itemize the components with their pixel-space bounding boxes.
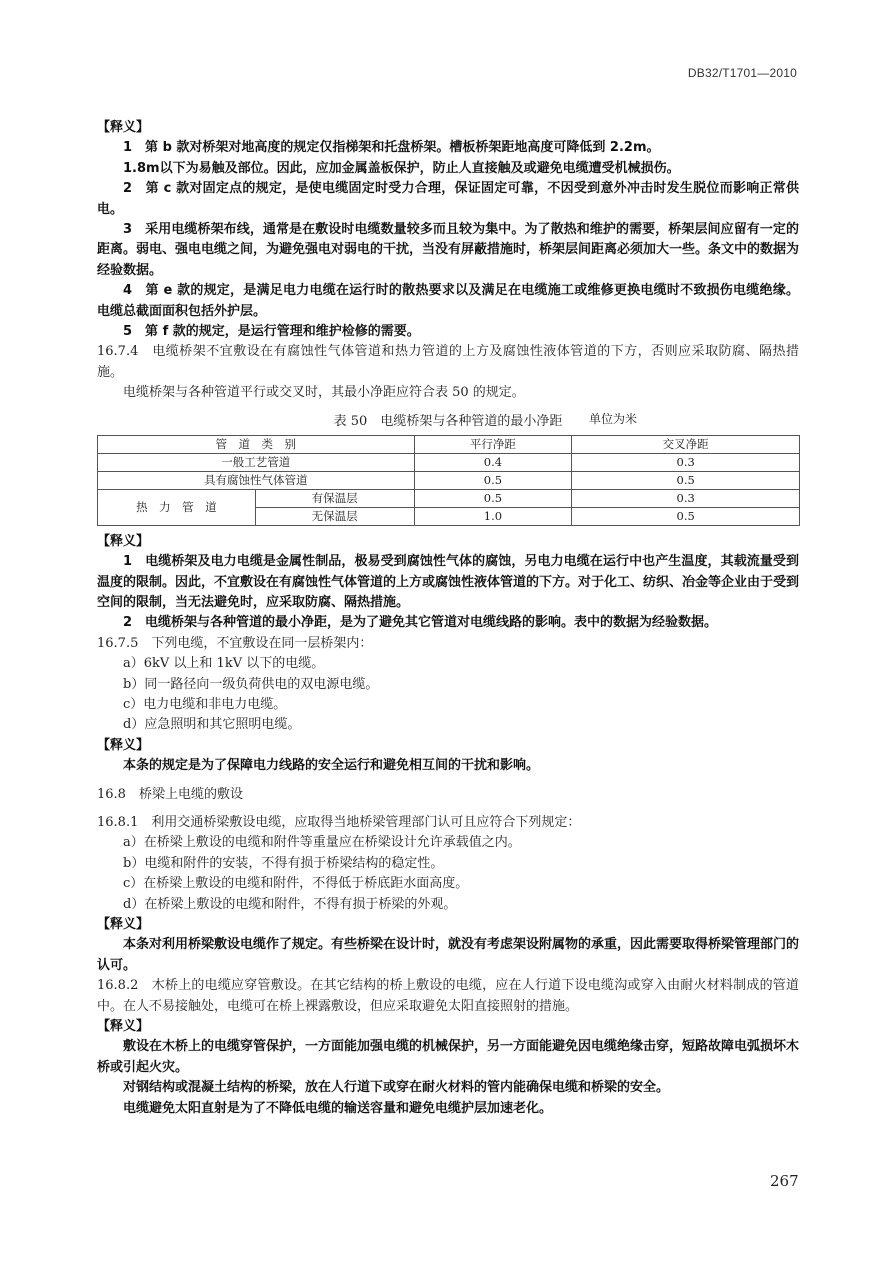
note-item: 2 电缆桥架与各种管道的最小净距，是为了避免其它管道对电缆线路的影响。表中的数据为经验数据。 — [123, 615, 718, 631]
list-item: a）在桥梁上敷设的电缆和附件等重量应在桥梁设计允许承载值之内。 — [123, 835, 521, 851]
list-item: d）应急照明和其它照明电缆。 — [123, 717, 301, 733]
note-item: 2 第 c 款对固定点的规定，是使电缆固定时受力合理，保证固定可靠，不因受到意外冲击时发生脱位而影响正常供电。 — [97, 181, 799, 217]
clause-16-7-4: 16.7.4 电缆桥架不宜敷设在有腐蚀性气体管道和热力管道的上方及腐蚀性液体管道的下方，否则应采取防腐、隔热措施。 — [97, 344, 799, 380]
note-item: 4 第 e 款的规定，是满足电力电缆在运行时的散热要求以及满足在电缆施工或维修更换电缆时不致损伤电缆绝缘。电缆总截面面积包括外护层。 — [97, 283, 799, 319]
note-label: 【释义】 — [97, 917, 150, 932]
note-item: 3 采用电缆桥架布线，通常是在敷设时电缆数量较多而且较为集中。为了散热和维护的需要，桥架层间应留有一定的距离。弱电、强电电缆之间，为避免强电对弱电的干扰，当没有屏蔽措施时，桥架层间距离必须加大一些。条文中的数据为经验数据。 — [97, 222, 800, 278]
list-item: c）电力电缆和非电力电缆。 — [123, 696, 287, 712]
page-number: 267 — [770, 1172, 799, 1190]
sub-type-cell: 有保温层 — [255, 489, 414, 507]
parallel-cell: 1.0 — [414, 507, 572, 525]
header-cell: 管 道 类 别 — [98, 435, 415, 453]
table-row — [98, 489, 800, 507]
pipe-type-cell: 具有腐蚀性气体管道 — [98, 471, 415, 489]
note-item: 1.8m以下为易触及部位。因此，应加金属盖板保护，防止人直接触及或避免电缆遭受机械损伤。 — [123, 160, 680, 176]
note-text: 本条的规定是为了保障电力线路的安全运行和避免相互间的干扰和影响。 — [123, 758, 540, 774]
section-title-16-8: 16.8 桥梁上电缆的敷设 — [97, 786, 243, 802]
header-cell: 平行净距 — [414, 435, 572, 453]
cross-cell: 0.5 — [572, 471, 800, 489]
clause-16-8-2: 16.8.2 木桥上的电缆应穿管敷设。在其它结构的桥上敷设的电缆，应在人行道下设电缆沟或穿入由耐火材料制成的管道中。在人不易接触处，电缆可在桥上裸露敷设，但应采取避免太阳直接照射的措施。 — [97, 978, 799, 1014]
clause-16-7-4-para2: 电缆桥架与各种管道平行或交叉时，其最小净距应符合表 50 的规定。 — [123, 385, 525, 401]
parallel-cell: 0.5 — [414, 489, 572, 507]
pipe-type-cell: 热 力 管 道 — [98, 489, 256, 525]
list-item: a）6kV 以上和 1kV 以下的电缆。 — [123, 656, 325, 672]
note-item: 5 第 f 款的规定，是运行管理和维护检修的需要。 — [123, 324, 420, 340]
cross-cell: 0.5 — [572, 507, 800, 525]
sub-type-cell: 无保温层 — [255, 507, 414, 525]
table-unit: 单位为米 — [589, 411, 638, 426]
parallel-cell: 0.4 — [414, 453, 572, 471]
clause-16-8-1: 16.8.1 利用交通桥梁敷设电缆，应取得当地桥梁管理部门认可且应符合下列规定： — [97, 814, 581, 830]
clause-16-7-5: 16.7.5 下列电缆，不宜敷设在同一层桥架内： — [97, 635, 373, 651]
note-item: 1 第 b 款对桥架对地高度的规定仅指梯架和托盘桥架。槽板桥架距地高度可降低到 2.2m。 — [123, 140, 660, 156]
note-label: 【释义】 — [97, 120, 150, 135]
table-caption: 表 50 电缆桥架与各种管道的最小净距 — [333, 413, 563, 429]
list-item: b）同一路径向一级负荷供电的双电源电缆。 — [123, 676, 379, 692]
document-code: DB32/T1701—2010 — [687, 66, 797, 80]
note-label: 【释义】 — [97, 533, 150, 549]
parallel-cell: 0.5 — [414, 471, 572, 489]
pipe-type-cell: 一般工艺管道 — [98, 453, 415, 471]
note-text: 本条对利用桥梁敷设电缆作了规定。有些桥梁在设计时，就没有考虑架设附属物的承重，因此需要取得桥梁管理部门的认可。 — [97, 937, 800, 973]
list-item: d）在桥梁上敷设的电缆和附件，不得有损于桥梁的外观。 — [123, 896, 457, 912]
clearance-table — [97, 435, 800, 526]
list-item: b）电缆和附件的安装，不得有损于桥梁结构的稳定性。 — [123, 855, 444, 871]
note-item: 对钢结构或混凝土结构的桥梁，放在人行道下或穿在耐火材料的管内能确保电缆和桥梁的安全。 — [123, 1080, 670, 1096]
list-item: c）在桥梁上敷设的电缆和附件，不得低于桥底距水面高度。 — [123, 876, 469, 892]
note-item: 1 电缆桥架及电力电缆是金属性制品，极易受到腐蚀性气体的腐蚀，另电力电缆在运行中也产生温度，其载流量受到温度的限制。因此，不宜敷设在有腐蚀性气体管道的上方或腐蚀性液体管道的下方。对于化工、纺织、冶金等企业由于受到空间的限制，当无法避免时，应采取防腐、隔热措施。 — [97, 554, 800, 610]
page-content — [97, 118, 799, 1119]
cross-cell: 0.3 — [572, 453, 800, 471]
note-label: 【释义】 — [97, 1019, 150, 1035]
table-row — [98, 453, 800, 471]
table-header-row — [98, 435, 800, 453]
header-cell: 交叉净距 — [572, 435, 800, 453]
note-label: 【释义】 — [97, 737, 150, 753]
note-item: 电缆避免太阳直射是为了不降低电缆的输送容量和避免电缆护层加速老化。 — [123, 1100, 553, 1116]
table-title — [97, 410, 799, 429]
note-item: 敷设在木桥上的电缆穿管保护，一方面能加强电缆的机械保护，另一方面能避免因电缆绝缘击穿，短路故障电弧损坏木桥或引起火灾。 — [97, 1039, 800, 1075]
cross-cell: 0.3 — [572, 489, 800, 507]
table-row — [98, 471, 800, 489]
